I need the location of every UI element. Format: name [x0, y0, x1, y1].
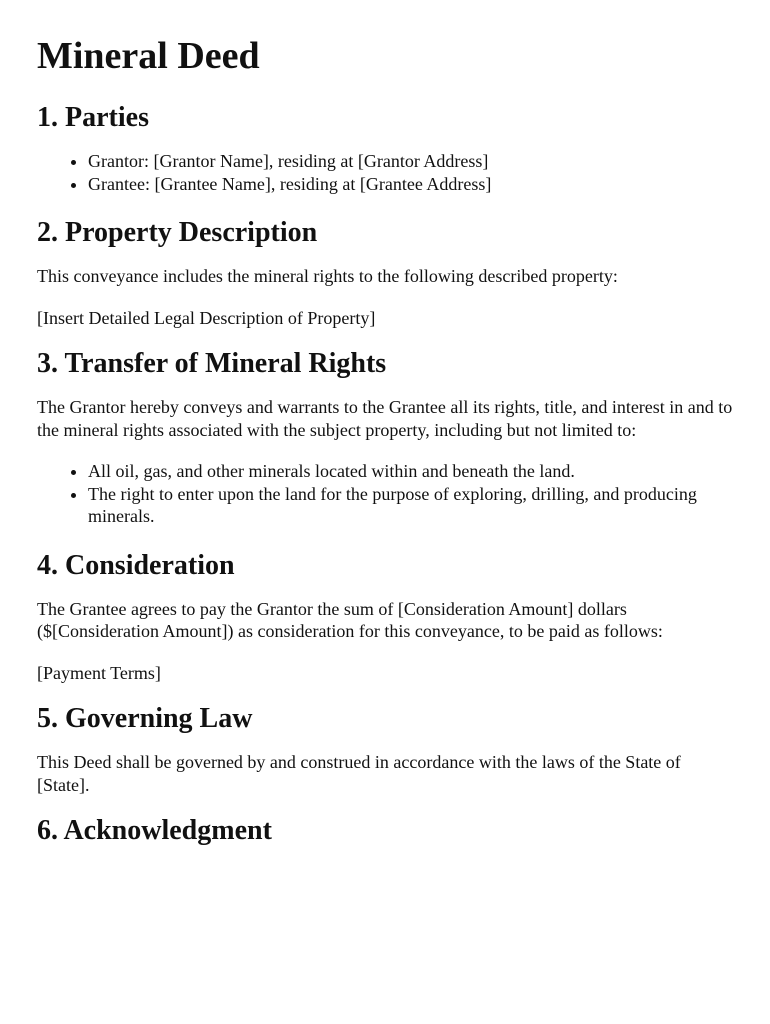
- section-consideration: [37, 550, 733, 685]
- consideration-paragraph: The Grantee agrees to pay the Grantor the sum of [Consideration Amount] dollars ($[Consideration Amount]) as consideration for this conveyance, to be paid as follows:: [37, 598, 663, 641]
- list-item-right-to-enter: • The right to enter upon the land for the purpose of exploring, drilling, and producing minerals.: [88, 483, 733, 528]
- list-item-grantee: • Grantee: [Grantee Name], residing at [Grantee Address]: [88, 173, 733, 196]
- section-acknowledgment: [37, 815, 733, 847]
- property-paragraph-intro: This conveyance includes the mineral rights to the following described property:: [37, 266, 618, 286]
- parties-list: [37, 150, 733, 195]
- section-parties: [37, 102, 733, 195]
- payment-terms-paragraph: [Payment Terms]: [37, 662, 161, 683]
- section-heading-consideration: 4. Consideration: [37, 549, 235, 581]
- section-heading-acknowledgment: 6. Acknowledgment: [37, 815, 272, 846]
- section-governing-law: [37, 703, 733, 796]
- document-title: Mineral Deed: [37, 35, 260, 77]
- property-paragraph-description: [Insert Detailed Legal Description of Property]: [37, 307, 376, 328]
- section-transfer: [37, 348, 733, 528]
- section-heading-transfer: 3. Transfer of Mineral Rights: [37, 348, 387, 379]
- transfer-paragraph: The Grantor hereby conveys and warrants to the Grantee all its rights, title, and interest in and to the mineral rights associated with the subject property, including but not limited to:: [37, 397, 733, 440]
- section-heading-governing-law: 5. Governing Law: [37, 703, 253, 734]
- section-property: [37, 217, 733, 329]
- transfer-list: [37, 460, 733, 528]
- section-heading-property: 2. Property Description: [37, 217, 318, 248]
- list-item-minerals: • All oil, gas, and other minerals located within and beneath the land.: [88, 460, 733, 483]
- list-item-grantor: • Grantor: [Grantor Name], residing at [Grantor Address]: [88, 150, 733, 173]
- section-heading-parties: 1. Parties: [37, 102, 149, 133]
- governing-law-paragraph: This Deed shall be governed by and construed in accordance with the laws of the State of [State].: [37, 752, 681, 795]
